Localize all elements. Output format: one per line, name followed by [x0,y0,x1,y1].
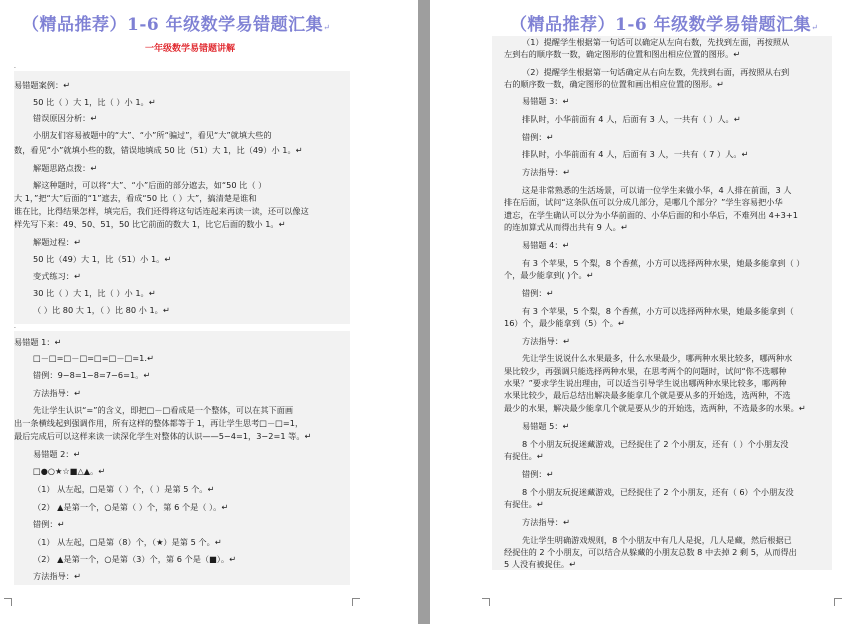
crop-mark [482,598,490,606]
paragraph-line: （2）提醒学生根据第一句话确定从右向左数，先找到右面，再按照从右到 [522,67,790,77]
paragraph-line: 水果比较少，最后总结出解决最多能拿几个就是要从多的开始选，选两种，不选 [504,390,791,400]
wrong-example: 错例：↵ [522,288,554,298]
section-heading: 错误原因分析：↵ [33,113,98,123]
paragraph-line: 果比较少，再强调只能选择两种水果，在思考两个的问题时，试问“你不选哪种 [504,366,787,376]
paragraph-line: 左到右的顺序数一数，确定图形的位置和图出相应位置的图形。↵ [504,49,741,59]
paragraph-line: 出一条横线起到强调作用，所有这样的整体都等于 1，再让学生思考□－□=1， [14,418,304,428]
question-text: 50 比（ ）大 1，比（ ）小 1。↵ [33,97,156,107]
paragraph-line: 最后完成后可以这样来读一读深化学生对整体的认识——5−4=1，3−2=1 等。↵ [14,431,312,441]
paragraph-line: 的连加算式从而得出共有 9 人。↵ [504,222,628,232]
section-heading: 解题思路点拨：↵ [33,163,98,173]
paragraph-line: 经捉住的 2 个小朋友，可以结合从躲藏的小朋友总数 8 中去掉 2 剩 5，从而得出 [504,547,797,557]
question-text: 排队时，小华前面有 4 人，后面有 3 人，一共有（ ）人。↵ [522,114,741,124]
paragraph-mark: . [14,323,16,330]
section-heading: 解题过程：↵ [33,237,81,247]
section-heading: 易错题 1：↵ [14,337,62,347]
question-text: 有捉住。↵ [504,451,544,461]
answer-text: 排队时，小华前面有 4 人，后面有 3 人，一共有（ 7 ）人。↵ [522,149,749,159]
paragraph-line: 样先写下来：49、50、51，50 比它前面的数大 1，比它后面的数小 1。↵ [14,219,286,229]
question-text: 8 个小朋友玩捉迷藏游戏，已经捉住了 2 个小朋友，还有（ ）个小朋友没 [522,439,789,449]
section-heading: 易错题 4：↵ [522,240,570,250]
paragraph-line: 水果？”要求学生说出理由，可以适当引导学生说出哪两种水果比较多，哪两种 [504,378,787,388]
question-text: （ ）比 80 大 1，（ ）比 80 小 1。↵ [33,305,170,315]
section-heading: 方法指导：↵ [33,571,81,581]
document-page-1 [0,0,418,624]
paragraph-line: 这是非常熟悉的生活场景，可以请一位学生来做小华，4 人排在前面，3 人 [522,185,792,195]
section-heading: 易错题 3：↵ [522,96,570,106]
section-heading: 方法指导：↵ [522,167,570,177]
paragraph-line: 先让学生明确游戏规则，8 个小朋友中有几人是捉，几人是藏，然后根据已 [522,535,792,545]
answer-text: 有 3 个苹果，5 个梨，8 个香蕉，小方可以选择两种水果，她最多能拿到（ [522,306,794,316]
section-heading: 方法指导：↵ [522,336,570,346]
answer-text: 8 个小朋友玩捉迷藏游戏，已经捉住了 2 个小朋友，还有（ 6）个小朋友没 [522,487,794,497]
wrong-example: 错例：↵ [33,519,65,529]
question-text: （2） ▲是第一个，○是第（ ）个，第 6 个是（ ）。↵ [33,502,229,512]
section-heading: 方法指导：↵ [522,517,570,527]
paragraph-line: 先让学生说说什么水果最多，什么水果最少，哪两种水果比较多，哪两种水 [522,353,793,363]
section-heading: 易错题 2：↵ [33,449,81,459]
paragraph-line: 最少的水果，解决最少能拿几个就是要从少的开始选，选两种，不选最多的水果。↵ [504,403,806,413]
crop-mark [4,598,12,606]
page-title: （精品推荐）1-6 年级数学易错题汇集↵ [22,15,331,35]
paragraph-line: 5 人没有被捉住。↵ [504,559,576,569]
paragraph-line: 右的顺序数一数，确定图形的位置和画出相应位置的图形。↵ [504,79,724,89]
section-heading: 易错题 5：↵ [522,421,570,431]
wrong-example: 错例：9−8=1−8=7−6=1。↵ [33,370,151,380]
question-text: （1） 从左起，□是第（ ）个，（ ）是第 5 个。↵ [33,484,215,494]
shape-sequence: □●○★☆■△▲。↵ [33,466,106,476]
paragraph-mark: . [14,63,16,70]
section-heading: 易错题案例：↵ [14,80,70,90]
paragraph-line: 大 1，”把“大”后面的“1”遮去，看成“50 比（ ）大”，搞清楚是谁和 [14,193,257,203]
paragraph-line: 先让学生认识“=”的含义，即把□－□看成是一个整体，可以在其下面画 [33,405,294,415]
wrong-example: 错例：↵ [522,132,554,142]
wrong-example: 错例：↵ [522,469,554,479]
section-heading: 方法指导：↵ [33,388,81,398]
answer-text: （1） 从左起，□是第（8）个，（★）是第 5 个。↵ [33,537,222,547]
paragraph-line: 数，看见“小”就填小些的数，错误地填成 50 比（51）大 1，比（49）小 1。↵ [14,145,303,155]
page-subtitle: 一年级数学易错题讲解 [144,44,235,54]
page-title: （精品推荐）1-6 年级数学易错题汇集↵ [510,15,819,35]
paragraph-line: 遗忘，在学生确认可以分为小华前面的、小华后面的和小华后，不难列出 4+3+1 [504,210,798,220]
answer-text: 有捉住。↵ [504,499,544,509]
answer-text: 50 比（49）大 1，比（51）小 1。↵ [33,254,172,264]
paragraph-line: （1）提醒学生根据第一句话可以确定从左向右数，先找到左面，再按照从 [522,37,790,47]
crop-mark [834,598,842,606]
section-heading: 变式练习：↵ [33,271,81,281]
answer-text: 16）个，最少能拿到（5）个。↵ [504,318,625,328]
answer-text: （2） ▲是第一个，○是第（3）个，第 6 个是（■）。↵ [33,554,236,564]
paragraph-line: 排在后面，试问“这条队伍可以分成几部分，是哪几个部分？”学生容易把小华 [504,197,783,207]
paragraph-line: 小朋友们容易被题中的“大”、“小”所“骗过”，看见“大”就填大些的 [33,130,272,140]
question-text: 有 3 个苹果，5 个梨，8 个香蕉，小方可以选择两种水果，她最多能拿到（ ） [522,258,805,268]
question-text: 30 比（ ）大 1，比（ ）小 1。↵ [33,288,156,298]
document-page-2 [430,0,851,624]
page-gap [418,0,430,624]
question-text: 个，最少能拿到( )个。↵ [504,270,594,280]
crop-mark [352,598,360,606]
paragraph-line: 解这种题时，可以将“大”、“小”后面的部分遮去，如“50 比（ ） [33,180,267,190]
paragraph-line: 谁在比，比得结果怎样，填完后，我们还得将这句话连起来再读一读，还可以像这 [14,206,309,216]
question-text: □－□=□－□=□=□－□=1.↵ [33,353,154,363]
